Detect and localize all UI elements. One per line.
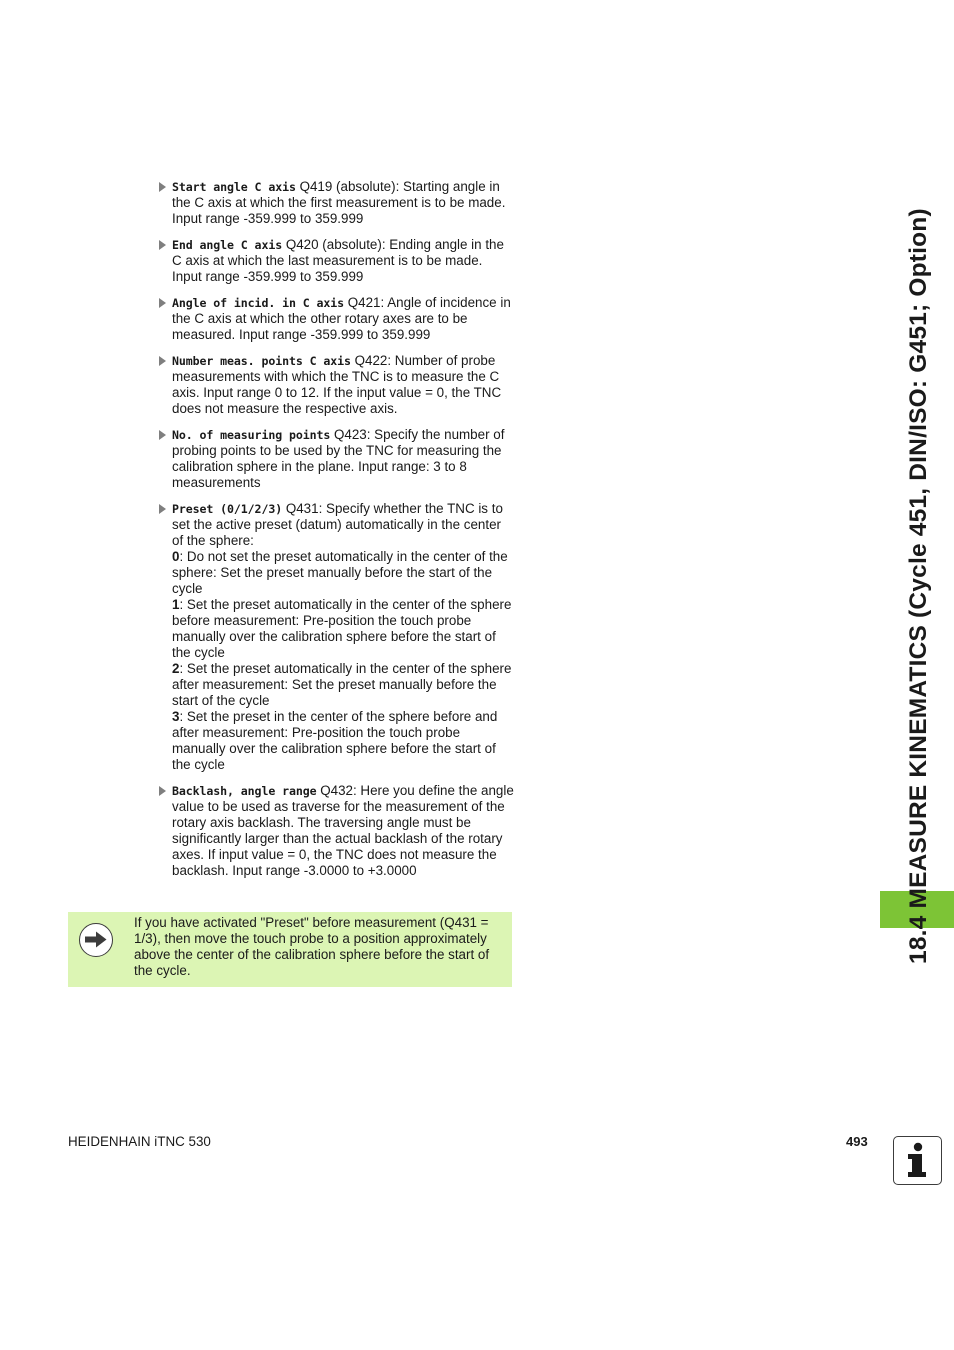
param-text: Q420 (absolute): Ending angle in the C axis at which the last measurement is to be made. Input range -359.999 to 359.999 [172, 237, 504, 284]
param-start-angle-c [158, 179, 514, 227]
param-end-angle-c [158, 237, 514, 285]
option-number: 0 [172, 549, 180, 564]
param-preset [158, 501, 514, 773]
param-text: Q423: Specify the number of probing points to be used by the TNC for measuring the calibration sphere in the plane. Input range: 3 to 8 measurements [172, 427, 505, 490]
preset-option-2 [172, 661, 514, 709]
param-text: Q419 (absolute): Starting angle in the C axis at which the first measurement is to be made. Input range -359.999 to 359.999 [172, 179, 506, 226]
preset-option-3 [172, 709, 514, 773]
page-number: 493 [846, 1134, 868, 1149]
param-number-meas-points-c [158, 353, 514, 417]
arrow-right-icon [79, 923, 113, 957]
option-number: 3 [172, 709, 180, 724]
param-key: Start angle C axis [172, 180, 296, 194]
param-no-measuring-points [158, 427, 514, 491]
option-number: 2 [172, 661, 180, 676]
parameter-list [158, 179, 514, 889]
option-number: 1 [172, 597, 180, 612]
bullet-triangle-icon [159, 240, 166, 250]
option-text: : Set the preset automatically in the center of the sphere after measurement: Set the preset manually before the start of the cycle [172, 661, 512, 708]
note-text: If you have activated "Preset" before measurement (Q431 = 1/3), then move the touch probe to a position approximately above the center of the calibration sphere before the start of the cycle. [134, 915, 490, 978]
preset-option-1 [172, 597, 514, 661]
param-text: Q421: Angle of incidence in the C axis at which the other rotary axes are to be measured. Input range -359.999 to 359.999 [172, 295, 511, 342]
chapter-side-heading: 18.4 MEASURE KINEMATICS (Cycle 451, DIN/ISO: G451; Option) [905, 208, 932, 964]
param-key: Backlash, angle range [172, 784, 317, 798]
preset-option-0 [172, 549, 514, 597]
bullet-triangle-icon [159, 356, 166, 366]
param-key: Number meas. points C axis [172, 354, 351, 368]
param-key: Angle of incid. in C axis [172, 296, 345, 310]
bullet-triangle-icon [159, 430, 166, 440]
bullet-triangle-icon [159, 786, 166, 796]
param-text: Q431: Specify whether the TNC is to set the active preset (datum) automatically in the center of the sphere: [172, 501, 503, 548]
bullet-triangle-icon [159, 504, 166, 514]
option-text: : Set the preset in the center of the sphere before and after measurement: Pre-position the touch probe manually over the calibration sphere before the start of the cycle [172, 709, 498, 772]
note-box [68, 912, 512, 987]
bullet-triangle-icon [159, 182, 166, 192]
option-text: : Set the preset automatically in the center of the sphere before measurement: Pre-position the touch probe manually over the calibration sphere before the start of the cycle [172, 597, 512, 660]
param-backlash-angle-range [158, 783, 514, 879]
param-key: End angle C axis [172, 238, 283, 252]
info-icon [893, 1136, 942, 1185]
param-text: Q432: Here you define the angle value to be used as traverse for the measurement of the rotary axis backlash. The traversing angle must be significantly larger than the actual backlash of the rotary axes. If input value = 0, the TNC does not measure the backlash. Input range -3.0000 to +3.0000 [172, 783, 514, 878]
param-key: No. of measuring points [172, 428, 331, 442]
bullet-triangle-icon [159, 298, 166, 308]
option-text: : Do not set the preset automatically in the center of the sphere: Set the preset manually before the start of the cycle [172, 549, 508, 596]
param-key: Preset (0/1/2/3) [172, 502, 283, 516]
param-angle-incid-c [158, 295, 514, 343]
param-text: Q422: Number of probe measurements with which the TNC is to measure the C axis. Input range 0 to 12. If the input value = 0, the TNC does not measure the respective axis. [172, 353, 502, 416]
footer-product: HEIDENHAIN iTNC 530 [68, 1134, 211, 1149]
